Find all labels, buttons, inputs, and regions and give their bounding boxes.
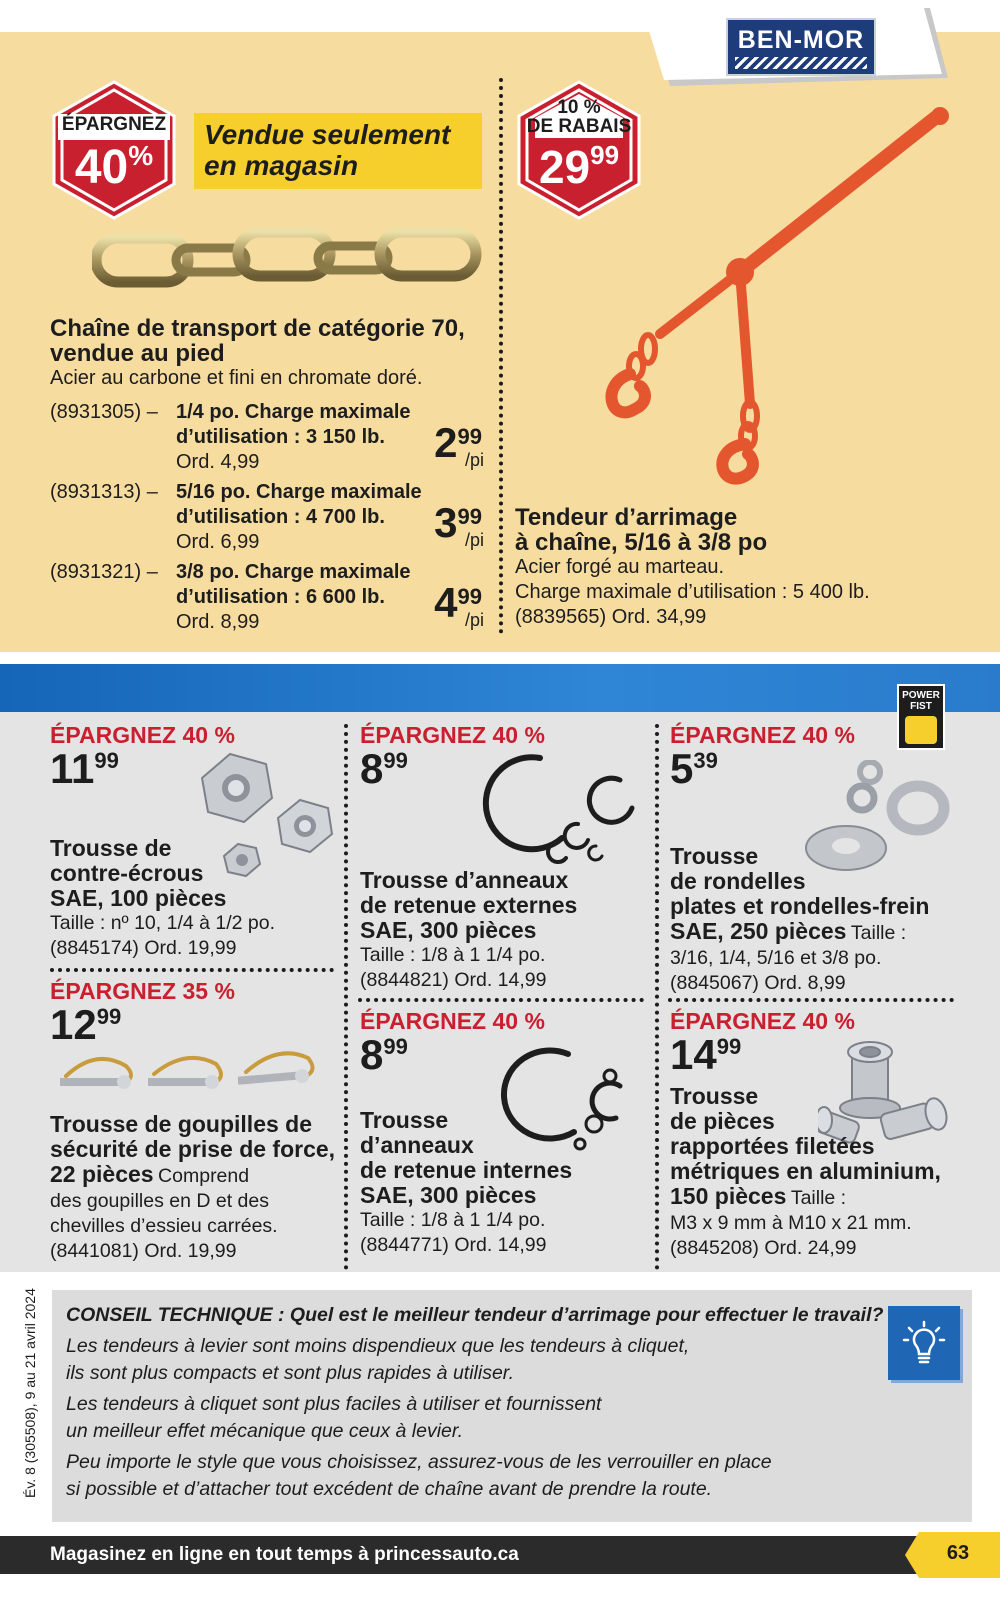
save-label: ÉPARGNEZ 40 % [360,1008,545,1034]
price-cents: 99 [590,140,620,170]
binder-desc-line1: Acier forgé au marteau. [515,556,724,578]
tip-paragraph [66,1391,958,1445]
product-desc-line: (8845208) Ord. 24,99 [670,1237,857,1259]
tip-line: Les tendeurs à cliquet sont plus faciles à utiliser et fournissent [66,1393,602,1415]
product-price [50,745,119,792]
product-title-line: Trousse de goupilles de [50,1111,313,1137]
grid-divider-v2 [655,724,659,1270]
price-dollars: 29 [538,141,591,193]
external-rings-image [470,750,646,870]
variant-code: (8931321) – [50,561,158,583]
product-title-line: de retenue internes [360,1157,573,1183]
badge-discount-percent: 10 % [557,97,601,118]
product-desc-line: chevilles d’essieu carrées. [50,1215,278,1237]
ben-mor-logo [726,18,876,76]
variant-price [434,419,484,470]
product-title-line: métriques en aluminium, [670,1158,941,1184]
product-title-line: Trousse d’anneaux [360,867,569,893]
price-unit: /pi [464,450,484,470]
price-dollars: 14 [670,1031,717,1078]
tip-line: Peu importe le style que vous choisissez, assurez-vous de les verrouiller en place [66,1451,772,1473]
footer-website-text: Magasinez en ligne en tout temps à princessauto.ca [50,1544,519,1565]
price-cents: 99 [716,1034,742,1059]
lightbulb-icon [888,1306,960,1380]
variant-price [434,499,484,550]
threaded-inserts-info [670,1084,970,1261]
binder-title-line1: Tendeur d’arrimage [515,504,738,531]
save-label: ÉPARGNEZ 35 % [50,978,235,1004]
price-dollars: 8 [360,745,384,792]
page-number-tab [905,1532,1000,1578]
badge-percent-number: 40 [74,141,129,194]
fist-icon [905,716,937,744]
power-fist-line1: POWER [902,690,940,701]
badge-percent-sign: % [128,140,154,171]
price-dollars: 5 [670,745,694,792]
price-cents: 99 [96,1004,122,1029]
product-title-line: SAE, 250 pièces [670,918,847,944]
tip-paragraph [66,1333,958,1387]
price-cents: 99 [383,748,408,773]
product-title-line: Trousse [360,1107,449,1133]
power-fist-logo [897,684,945,750]
price-dollars: 3 [434,499,458,546]
product-price [360,745,408,792]
product-title-line: 150 pièces [670,1183,787,1209]
footer-bar [0,1536,1000,1574]
product-title-line: plates et rondelles-frein [670,893,930,919]
page-number: 63 [946,1542,970,1564]
variant-code: (8931313) – [50,481,158,503]
variant-regular-price: Ord. 6,99 [176,531,260,553]
product-price [670,745,718,792]
product-title-line: rapportées filetées [670,1133,875,1159]
logo-stripes [735,57,867,69]
badge-save-value [50,140,178,195]
product-desc-line: Taille : 1/8 à 1 1/4 po. [360,1209,546,1231]
product-desc-inline: Comprend [158,1165,250,1187]
save-40-badge [50,80,178,220]
top-column-divider [499,78,503,634]
price-cents: 99 [383,1034,408,1059]
product-title-line: sécurité de prise de force, [50,1136,336,1162]
product-desc-line: (8844821) Ord. 14,99 [360,969,547,991]
washers-info [670,844,970,996]
brand-name: BEN-MOR [737,25,865,54]
price-dollars: 12 [50,1001,97,1048]
tip-line: si possible et d’attacher tout excédent de chaîne avant de prendre la route. [66,1478,713,1500]
variant-code: (8931305) – [50,401,158,423]
store-only-banner [194,113,482,189]
product-title-line: Trousse [670,1083,759,1109]
price-unit: /pi [464,530,484,550]
product-desc-line: (8441081) Ord. 19,99 [50,1240,237,1262]
store-only-line2: en magasin [204,150,359,181]
chain-title-line1: Chaîne de transport de catégorie 70, [50,315,465,342]
price-dollars: 4 [434,579,458,626]
chain-variant-row [50,400,490,480]
product-desc-line: (8845067) Ord. 8,99 [670,972,846,994]
product-title-line: 22 pièces [50,1161,154,1187]
lock-nuts-info [50,836,340,961]
product-desc-line: Taille : nº 10, 1/4 à 1/2 po. [50,912,276,934]
internal-rings-info [360,1108,650,1258]
badge-discount-label: DE RABAIS [526,116,632,137]
chain-variant-row [50,560,490,640]
product-title-line: d’anneaux [360,1132,474,1158]
product-title-line: SAE, 300 pièces [360,1182,537,1208]
product-desc-line: M3 x 9 mm à M10 x 21 mm. [670,1212,912,1234]
binder-title-line2: à chaîne, 5/16 à 3/8 po [515,529,768,556]
chain-title-line2: vendue au pied [50,340,225,367]
product-desc-line: Taille : 1/8 à 1 1/4 po. [360,944,546,966]
product-title-line: contre-écrous [50,860,204,886]
product-desc-line: (8844771) Ord. 14,99 [360,1234,547,1256]
product-desc-inline: Taille : [790,1187,847,1209]
variant-regular-price: Ord. 4,99 [176,451,260,473]
product-price [670,1031,742,1078]
product-title-line: Trousse de [50,835,172,861]
blue-band [0,664,1000,712]
variant-desc-line2: d’utilisation : 3 150 lb. [176,426,385,448]
tip-line: un meilleur effet mécanique que ceux à levier. [66,1420,464,1442]
technical-tip-box [52,1290,972,1522]
price-unit: /pi [464,610,484,630]
save-label: ÉPARGNEZ 40 % [670,722,855,748]
power-fist-line2: FIST [910,701,932,712]
binder-product-info [515,505,985,630]
variant-price [434,579,484,630]
badge-save-label: ÉPARGNEZ [61,114,167,135]
variant-desc-line2: d’utilisation : 4 700 lb. [176,506,385,528]
product-desc-line: (8845174) Ord. 19,99 [50,937,237,959]
variant-desc-line2: d’utilisation : 6 600 lb. [176,586,385,608]
chain-description: Acier au carbone et fini en chromate doré. [50,367,423,389]
chain-variant-row [50,480,490,560]
price-dollars: 2 [434,419,458,466]
edition-note: Év. 8 (305508), 9 au 21 avril 2024 [22,1288,38,1498]
tip-line: ils sont plus compacts et sont plus rapides à utiliser. [66,1362,514,1384]
variant-regular-price: Ord. 8,99 [176,611,260,633]
save-label: ÉPARGNEZ 40 % [50,722,235,748]
safety-pins-image [56,1046,326,1098]
save-label: ÉPARGNEZ 40 % [670,1008,855,1034]
price-dollars: 11 [50,745,95,792]
load-binder-image [600,104,960,494]
product-title-line: SAE, 100 pièces [50,885,227,911]
binder-desc-line2: Charge maximale d’utilisation : 5 400 lb. [515,581,870,603]
product-price [50,1001,122,1048]
grid-divider-h1 [50,968,334,972]
binder-desc-line3: (8839565) Ord. 34,99 [515,606,707,628]
tip-line: Les tendeurs à levier sont moins dispendieux que les tendeurs à cliquet, [66,1335,690,1357]
chain-product-info [50,316,490,391]
price-dollars: 8 [360,1031,384,1078]
tip-paragraph [66,1449,958,1503]
product-title-line: de rondelles [670,868,806,894]
product-desc-inline: Taille : [850,922,907,944]
variant-desc-line1: 1/4 po. Charge maximale [176,401,411,423]
price-cents: 99 [94,748,119,773]
price-cents: 99 [457,424,482,449]
variant-desc-line1: 5/16 po. Charge maximale [176,481,422,503]
price-cents: 99 [457,504,482,529]
external-rings-info [360,868,650,993]
product-desc-line: 3/16, 1/4, 5/16 et 3/8 po. [670,947,882,969]
product-title-line: de pièces [670,1108,775,1134]
store-only-line1: Vendue seulement [204,119,451,150]
product-title-line: Trousse [670,843,759,869]
product-price [360,1031,408,1078]
product-title-line: SAE, 300 pièces [360,917,537,943]
grid-divider-h2 [358,998,644,1002]
price-cents: 99 [457,584,482,609]
product-desc-line: des goupilles en D et des [50,1190,269,1212]
grid-divider-h3 [668,998,954,1002]
tip-heading: CONSEIL TECHNIQUE : Quel est le meilleur tendeur d’arrimage pour effectuer le travail? [66,1304,884,1326]
product-title-line: de retenue externes [360,892,578,918]
save-label: ÉPARGNEZ 40 % [360,722,545,748]
price-cents: 39 [693,748,718,773]
safety-pins-info [50,1112,345,1264]
variant-desc-line1: 3/8 po. Charge maximale [176,561,411,583]
chain-image [92,226,484,294]
